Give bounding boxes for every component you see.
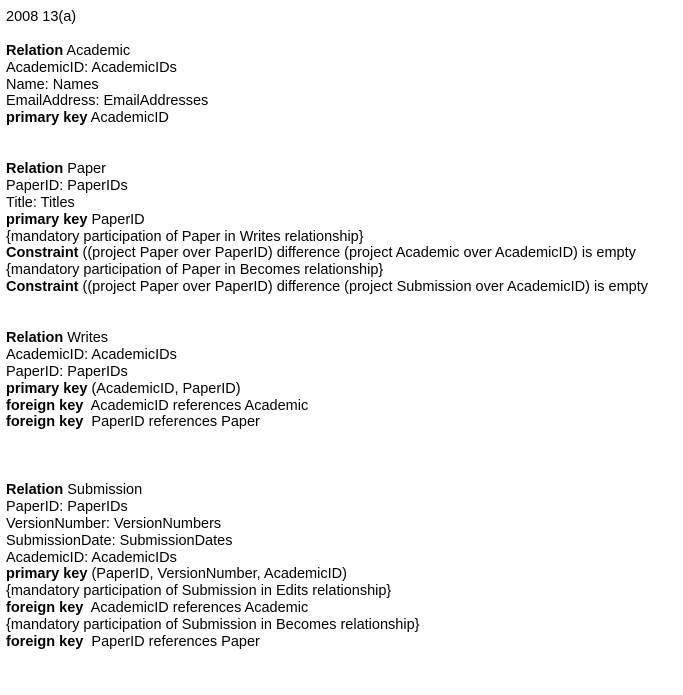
line-text: SubmissionDate: SubmissionDates	[6, 532, 233, 549]
primary-key-line	[6, 212, 681, 229]
keyword: primary key	[6, 566, 88, 583]
line-text: Title: Titles	[6, 194, 75, 211]
keyword: Constraint	[6, 279, 79, 296]
primary-key-line	[6, 110, 681, 127]
relation-line	[6, 330, 681, 347]
line-text: AcademicID	[87, 110, 169, 127]
relation-line	[6, 482, 681, 499]
relation-writes	[6, 330, 681, 431]
line-text: ((project Paper over PaperID) difference (project Submission over AcademicID) is empty	[78, 279, 648, 296]
keyword: foreign key	[6, 634, 84, 650]
relation-paper	[6, 161, 681, 296]
foreign-key-line	[6, 634, 681, 651]
line-text: {mandatory participation of Submission in Edits relationship}	[6, 583, 392, 600]
keyword: primary key	[6, 380, 88, 397]
line-text: AcademicID: AcademicIDs	[6, 59, 177, 76]
line-text: PaperID: PaperIDs	[6, 177, 128, 194]
keyword: primary key	[6, 211, 88, 228]
keyword: primary key	[6, 110, 88, 127]
spacer	[6, 127, 681, 161]
line-text: Writes	[63, 329, 109, 346]
keyword: Relation	[6, 42, 64, 59]
primary-key-line	[6, 381, 681, 398]
comment-line	[6, 262, 681, 279]
relation-line	[6, 161, 681, 178]
attribute-line	[6, 60, 681, 77]
line-text: ((project Paper over PaperID) difference (project Academic over AcademicID) is empty	[78, 245, 636, 262]
spacer	[6, 26, 681, 43]
foreign-key-line	[6, 414, 681, 431]
attribute-line	[6, 347, 681, 364]
relation-academic	[6, 43, 681, 127]
attribute-line	[6, 550, 681, 567]
line-text: EmailAddress: EmailAddresses	[6, 93, 209, 110]
line-text: Name: Names	[6, 76, 99, 93]
attribute-line	[6, 499, 681, 516]
line-text: PaperID references Paper	[83, 414, 260, 431]
foreign-key-line	[6, 600, 681, 617]
line-text: {mandatory participation of Paper in Becomes relationship}	[6, 262, 384, 279]
attribute-line	[6, 516, 681, 533]
line-text: Paper	[63, 161, 106, 178]
attribute-line	[6, 533, 681, 550]
line-text: VersionNumber: VersionNumbers	[6, 515, 222, 532]
document-heading: 2008 13(a)	[6, 9, 77, 25]
line-text: AcademicID references Academic	[83, 397, 309, 414]
line-text: PaperID: PaperIDs	[6, 498, 128, 515]
attribute-line	[6, 178, 681, 195]
line-text: PaperID	[87, 211, 145, 228]
keyword: Relation	[6, 161, 64, 178]
keyword: Constraint	[6, 245, 79, 262]
spacer	[6, 296, 681, 330]
keyword: foreign key	[6, 600, 84, 617]
comment-line	[6, 617, 681, 634]
line-text: {mandatory participation of Paper in Writes relationship}	[6, 228, 364, 245]
keyword: foreign key	[6, 397, 84, 414]
line-text: (PaperID, VersionNumber, AcademicID)	[87, 566, 347, 583]
relation-submission	[6, 482, 681, 651]
keyword: Relation	[6, 329, 64, 346]
line-text: Academic	[63, 42, 131, 59]
keyword: Relation	[6, 481, 64, 498]
line-text: (AcademicID, PaperID)	[87, 380, 241, 397]
comment-line	[6, 583, 681, 600]
foreign-key-line	[6, 398, 681, 415]
attribute-line	[6, 364, 681, 381]
spacer	[6, 431, 681, 482]
comment-line	[6, 229, 681, 246]
line-text: Submission	[63, 481, 143, 498]
attribute-line	[6, 77, 681, 94]
line-text: AcademicID: AcademicIDs	[6, 346, 177, 363]
constraint-line	[6, 245, 681, 262]
primary-key-line	[6, 566, 681, 583]
line-text: PaperID references Paper	[83, 634, 260, 650]
line-text: PaperID: PaperIDs	[6, 363, 128, 380]
line-text: AcademicID: AcademicIDs	[6, 549, 177, 566]
attribute-line	[6, 195, 681, 212]
keyword: foreign key	[6, 414, 84, 431]
line-text: {mandatory participation of Submission in Becomes relationship}	[6, 617, 420, 634]
line-text: AcademicID references Academic	[83, 600, 309, 617]
constraint-line	[6, 279, 681, 296]
document	[6, 9, 681, 651]
attribute-line	[6, 93, 681, 110]
relation-line	[6, 43, 681, 60]
